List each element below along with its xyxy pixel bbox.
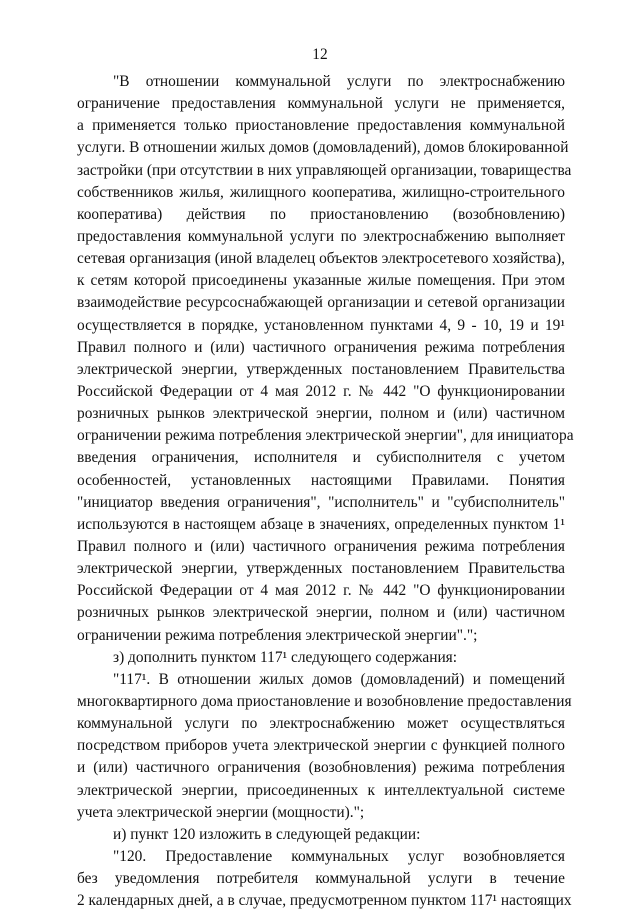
text-line: взаимодействие ресурсоснабжающей организации и сетевой организации [77,294,565,312]
text-line: "120. Предоставление коммунальных услуг возобновляется [113,847,565,865]
text-line: коммунальной услуги по электроснабжению может осуществляться [77,715,565,733]
text-line: электрической энергии, утвержденных постановлением Правительства [77,560,565,578]
text-line: застройки (при отсутствии в них управляющей организации, товарищества [77,161,572,179]
text-line: услуги. В отношении жилых домов (домовладений), домов блокированной [77,139,569,157]
document-body [77,71,574,912]
text-line: и) пункт 120 изложить в следующей редакции: [113,825,421,843]
text-line: Правил полного и (или) частичного ограничения режима потребления [77,338,565,356]
text-line: "В отношении коммунальной услуги по электроснабжению [113,73,565,90]
text-line: электрической энергии, утвержденных постановлением Правительства [77,360,565,378]
text-line: посредством приборов учета электрической энергии с функцией полного [77,737,565,755]
text-line: ограничение предоставления коммунальной услуги не применяется, [77,95,565,113]
text-line: учета электрической энергии (мощности)."; [77,803,365,821]
text-line: "117¹. В отношении жилых домов (домовладений) и помещений [113,670,565,688]
text-line: без уведомления потребителя коммунальной услуги в течение [77,870,565,888]
text-line: электрической энергии, присоединенных к интеллектуальной системе [77,781,565,799]
text-line: к сетям которой присоединены указанные жилые помещения. При этом [77,272,565,290]
text-line: "инициатор введения ограничения", "исполнитель" и "субисполнитель" [77,493,565,511]
text-line: Российской Федерации от 4 мая 2012 г. № 442 "О функционировании [77,382,565,400]
text-line: а применяется только приостановление предоставления коммунальной [77,117,565,135]
text-line: ограничении режима потребления электрической энергии"."; [77,626,478,644]
text-line: Правил полного и (или) частичного ограничения режима потребления [77,537,565,555]
text-line: 2 календарных дней, а в случае, предусмотренном пунктом 117¹ настоящих [77,892,572,910]
text-line: осуществляется в порядке, установленном пунктами 4, 9 - 10, 19 и 19¹ [77,316,565,334]
page-number: 12 [312,46,328,63]
text-line: собственников жилья, жилищного кооператива, жилищно-строительного [77,183,565,201]
text-line: используются в настоящем абзаце в значениях, определенных пунктом 1¹ [77,515,565,533]
text-line: и (или) частичного ограничения (возобновления) режима потребления [77,759,565,777]
text-line: ограничении режима потребления электрической энергии", для инициатора [77,427,574,445]
text-line: предоставления коммунальной услуги по электроснабжению выполняет [77,227,565,245]
text-line: кооператива) действия по приостановлению (возобновлению) [77,205,565,223]
text-line: введения ограничения, исполнителя и субисполнителя с учетом [77,449,565,467]
text-line: особенностей, установленных настоящими Правилами. Понятия [77,471,565,489]
text-line: з) дополнить пунктом 117¹ следующего содержания: [113,648,458,666]
text-line: многоквартирного дома приостановление и возобновление предоставления [77,692,572,710]
text-line: розничных рынков электрической энергии, полном и (или) частичном [77,405,565,423]
text-line: розничных рынков электрической энергии, полном и (или) частичном [77,604,565,622]
text-line: Российской Федерации от 4 мая 2012 г. № 442 "О функционировании [77,582,565,600]
text-line: сетевая организация (иной владелец объектов электросетевого хозяйства), [77,250,565,268]
